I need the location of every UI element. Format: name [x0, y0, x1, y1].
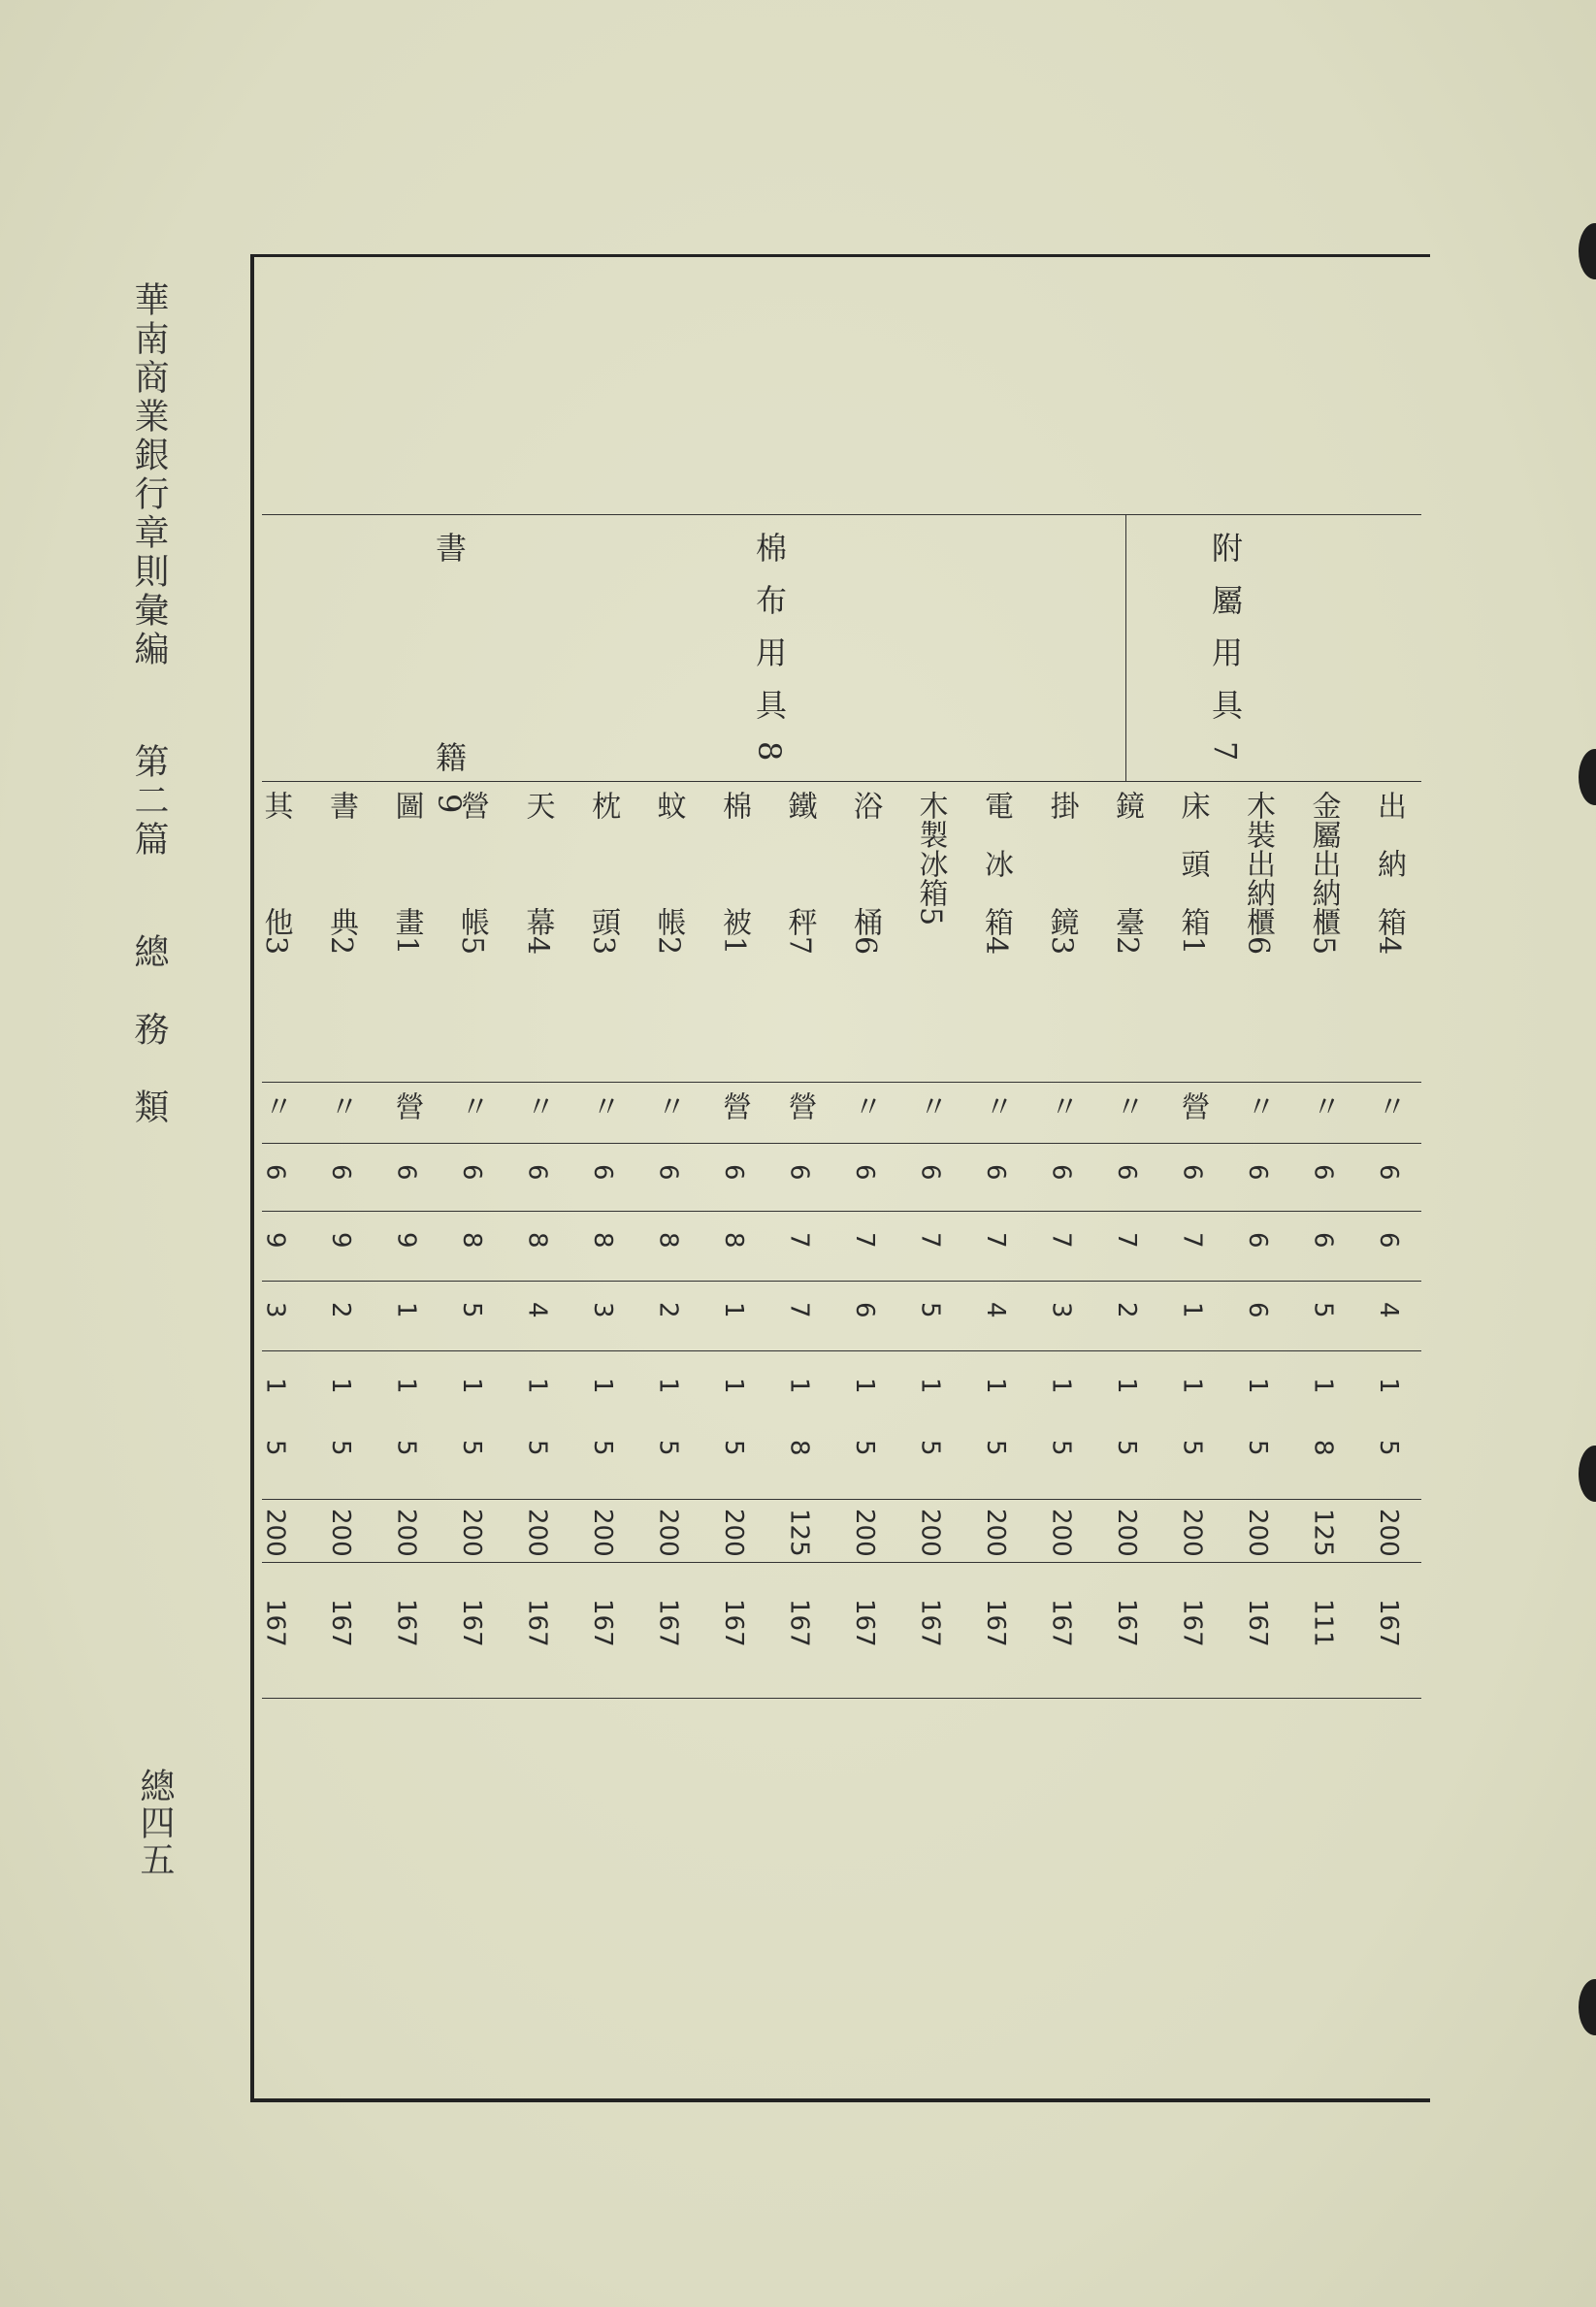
value-cell: 167: [588, 1599, 617, 1647]
value-cell: 125: [1308, 1509, 1338, 1557]
code-cell: 5: [326, 1440, 355, 1456]
table-rule: [262, 1281, 1421, 1282]
code-cell: 6: [719, 1164, 748, 1181]
code-cell: 5: [1046, 1440, 1076, 1456]
code-cell: 1: [719, 1302, 748, 1318]
code-cell: 9: [326, 1232, 355, 1249]
book-title: 華南商業銀行章則彙編: [129, 281, 169, 669]
value-cell: 167: [1243, 1599, 1272, 1647]
code-cell: 6: [1177, 1164, 1207, 1181]
code-cell: 6: [1374, 1164, 1403, 1181]
value-cell: 200: [260, 1509, 290, 1557]
unit-cell: 〃: [1372, 1091, 1406, 1121]
code-cell: 8: [719, 1232, 748, 1249]
code-cell: 7: [981, 1232, 1010, 1249]
code-cell: 1: [981, 1378, 1010, 1394]
item-name: 出 納 箱4: [1372, 791, 1406, 956]
value-cell: 125: [784, 1509, 814, 1557]
code-cell: 4: [522, 1302, 552, 1318]
item-name: 棉 被1: [717, 791, 751, 956]
code-cell: 6: [1308, 1164, 1338, 1181]
value-cell: 167: [1177, 1599, 1207, 1647]
code-cell: 5: [1243, 1440, 1272, 1456]
code-cell: 1: [719, 1378, 748, 1394]
code-cell: 7: [915, 1232, 945, 1249]
code-cell: 6: [784, 1164, 814, 1181]
unit-cell: 〃: [1110, 1091, 1144, 1121]
code-cell: 2: [1112, 1302, 1141, 1318]
unit-cell: 營: [782, 1091, 817, 1121]
code-cell: 6: [850, 1302, 879, 1318]
code-cell: 6: [522, 1164, 552, 1181]
code-cell: 7: [1046, 1232, 1076, 1249]
value-cell: 167: [719, 1599, 748, 1647]
code-cell: 6: [1046, 1164, 1076, 1181]
value-cell: 167: [1374, 1599, 1403, 1647]
item-name: 其 他3: [258, 791, 293, 956]
page-number: 總四五: [135, 1768, 175, 1878]
unit-cell: 〃: [520, 1091, 555, 1121]
value-cell: 200: [391, 1509, 421, 1557]
code-cell: 6: [1374, 1232, 1403, 1249]
code-cell: 9: [391, 1232, 421, 1249]
table-rule: [262, 1143, 1421, 1144]
code-cell: 8: [457, 1232, 486, 1249]
value-cell: 200: [588, 1509, 617, 1557]
code-cell: 7: [850, 1232, 879, 1249]
item-name: 木裝出納櫃6: [1241, 791, 1275, 956]
code-cell: 1: [1308, 1378, 1338, 1394]
code-cell: 1: [850, 1378, 879, 1394]
unit-cell: 〃: [1241, 1091, 1275, 1121]
code-cell: 1: [391, 1378, 421, 1394]
item-name: 書 典2: [324, 791, 358, 956]
code-cell: 1: [915, 1378, 945, 1394]
code-cell: 1: [1177, 1302, 1207, 1318]
code-cell: 5: [457, 1440, 486, 1456]
code-cell: 7: [784, 1302, 814, 1318]
code-cell: 7: [1112, 1232, 1141, 1249]
code-cell: 6: [260, 1164, 290, 1181]
code-cell: 1: [1243, 1378, 1272, 1394]
code-cell: 5: [915, 1302, 945, 1318]
binding-hole: [1579, 1446, 1596, 1502]
code-cell: 6: [457, 1164, 486, 1181]
code-cell: 1: [260, 1378, 290, 1394]
table-rule: [262, 1211, 1421, 1212]
value-cell: 200: [1112, 1509, 1141, 1557]
code-cell: 8: [653, 1232, 683, 1249]
code-cell: 1: [588, 1378, 617, 1394]
code-cell: 2: [326, 1302, 355, 1318]
table-rule: [262, 514, 1421, 515]
value-cell: 200: [1046, 1509, 1076, 1557]
item-name: 電 冰 箱4: [979, 791, 1013, 956]
value-cell: 200: [981, 1509, 1010, 1557]
code-cell: 1: [784, 1378, 814, 1394]
table-rule: [262, 1082, 1421, 1083]
code-cell: 3: [588, 1302, 617, 1318]
code-cell: 5: [588, 1440, 617, 1456]
code-cell: 1: [653, 1378, 683, 1394]
unit-cell: 〃: [1306, 1091, 1341, 1121]
code-cell: 4: [981, 1302, 1010, 1318]
unit-cell: 營: [389, 1091, 424, 1121]
unit-cell: 〃: [258, 1091, 293, 1121]
value-cell: 200: [457, 1509, 486, 1557]
code-cell: 5: [719, 1440, 748, 1456]
code-cell: 6: [391, 1164, 421, 1181]
code-cell: 5: [1308, 1302, 1338, 1318]
value-cell: 200: [915, 1509, 945, 1557]
item-name: 床 頭 箱1: [1175, 791, 1210, 956]
unit-cell: 營: [1175, 1091, 1210, 1121]
value-cell: 167: [260, 1599, 290, 1647]
value-cell: 167: [981, 1599, 1010, 1647]
item-name: 枕 頭3: [586, 791, 620, 956]
item-name: 浴 桶6: [848, 791, 882, 956]
item-name: 營 帳5: [455, 791, 489, 956]
code-cell: 1: [457, 1378, 486, 1394]
item-name: 鏡 臺2: [1110, 791, 1144, 956]
code-cell: 3: [1046, 1302, 1076, 1318]
code-cell: 6: [1243, 1232, 1272, 1249]
category-label: 總 務 類: [129, 933, 169, 1127]
code-cell: 7: [784, 1232, 814, 1249]
code-cell: 1: [1374, 1378, 1403, 1394]
code-cell: 8: [522, 1232, 552, 1249]
table-rule: [262, 1350, 1421, 1351]
code-cell: 6: [588, 1164, 617, 1181]
item-name: 圖 畫1: [389, 791, 424, 956]
unit-cell: 〃: [848, 1091, 882, 1121]
value-cell: 167: [522, 1599, 552, 1647]
binding-hole: [1579, 749, 1596, 805]
value-cell: 167: [326, 1599, 355, 1647]
value-cell: 200: [1243, 1509, 1272, 1557]
unit-cell: 營: [717, 1091, 751, 1121]
value-cell: 200: [522, 1509, 552, 1557]
code-cell: 5: [915, 1440, 945, 1456]
value-cell: 200: [1374, 1509, 1403, 1557]
value-cell: 200: [653, 1509, 683, 1557]
code-cell: 5: [653, 1440, 683, 1456]
item-name: 金屬出納櫃5: [1306, 791, 1341, 956]
code-cell: 1: [1112, 1378, 1141, 1394]
code-cell: 5: [260, 1440, 290, 1456]
code-cell: 6: [653, 1164, 683, 1181]
category-heading: 書 籍9: [431, 532, 468, 835]
code-cell: 6: [1112, 1164, 1141, 1181]
code-cell: 6: [850, 1164, 879, 1181]
unit-cell: 〃: [979, 1091, 1013, 1121]
category-divider: [1125, 514, 1126, 781]
value-cell: 111: [1308, 1599, 1338, 1647]
item-name: 木製冰箱5: [913, 791, 948, 926]
code-cell: 4: [1374, 1302, 1403, 1318]
unit-cell: 〃: [455, 1091, 489, 1121]
code-cell: 3: [260, 1302, 290, 1318]
code-cell: 5: [457, 1302, 486, 1318]
binding-hole: [1579, 1979, 1596, 2035]
category-heading: 棉布用具8: [751, 532, 788, 783]
code-cell: 6: [915, 1164, 945, 1181]
code-cell: 5: [1177, 1440, 1207, 1456]
unit-cell: 〃: [651, 1091, 686, 1121]
code-cell: 1: [1177, 1378, 1207, 1394]
code-cell: 5: [522, 1440, 552, 1456]
code-cell: 6: [1308, 1232, 1338, 1249]
section-label: 第二篇: [129, 743, 169, 860]
value-cell: 167: [457, 1599, 486, 1647]
code-cell: 1: [522, 1378, 552, 1394]
item-name: 掛 鏡3: [1044, 791, 1079, 956]
code-cell: 6: [1243, 1164, 1272, 1181]
code-cell: 6: [326, 1164, 355, 1181]
table-rule: [262, 1698, 1421, 1699]
code-cell: 5: [1112, 1440, 1141, 1456]
code-cell: 9: [260, 1232, 290, 1249]
value-cell: 167: [653, 1599, 683, 1647]
value-cell: 200: [326, 1509, 355, 1557]
code-cell: 5: [391, 1440, 421, 1456]
code-cell: 1: [1046, 1378, 1076, 1394]
value-cell: 167: [391, 1599, 421, 1647]
category-heading: 附屬用具7: [1207, 532, 1244, 783]
code-cell: 1: [391, 1302, 421, 1318]
value-cell: 167: [850, 1599, 879, 1647]
code-cell: 5: [850, 1440, 879, 1456]
code-cell: 8: [784, 1440, 814, 1456]
code-cell: 6: [981, 1164, 1010, 1181]
code-cell: 8: [1308, 1440, 1338, 1456]
value-cell: 167: [915, 1599, 945, 1647]
item-name: 蚊 帳2: [651, 791, 686, 956]
item-name: 天 幕4: [520, 791, 555, 956]
code-cell: 5: [981, 1440, 1010, 1456]
binding-hole: [1579, 223, 1596, 279]
value-cell: 200: [719, 1509, 748, 1557]
code-cell: 7: [1177, 1232, 1207, 1249]
value-cell: 167: [1112, 1599, 1141, 1647]
unit-cell: 〃: [913, 1091, 948, 1121]
unit-cell: 〃: [324, 1091, 358, 1121]
code-cell: 1: [326, 1378, 355, 1394]
code-cell: 5: [1374, 1440, 1403, 1456]
unit-cell: 〃: [1044, 1091, 1079, 1121]
item-name: 鐵 秤7: [782, 791, 817, 956]
value-cell: 200: [1177, 1509, 1207, 1557]
code-cell: 6: [1243, 1302, 1272, 1318]
value-cell: 200: [850, 1509, 879, 1557]
unit-cell: 〃: [586, 1091, 620, 1121]
value-cell: 167: [784, 1599, 814, 1647]
code-cell: 8: [588, 1232, 617, 1249]
running-header: [124, 281, 174, 1156]
table-rule: [262, 1562, 1421, 1563]
value-cell: 167: [1046, 1599, 1076, 1647]
code-cell: 2: [653, 1302, 683, 1318]
table-rule: [262, 1499, 1421, 1500]
